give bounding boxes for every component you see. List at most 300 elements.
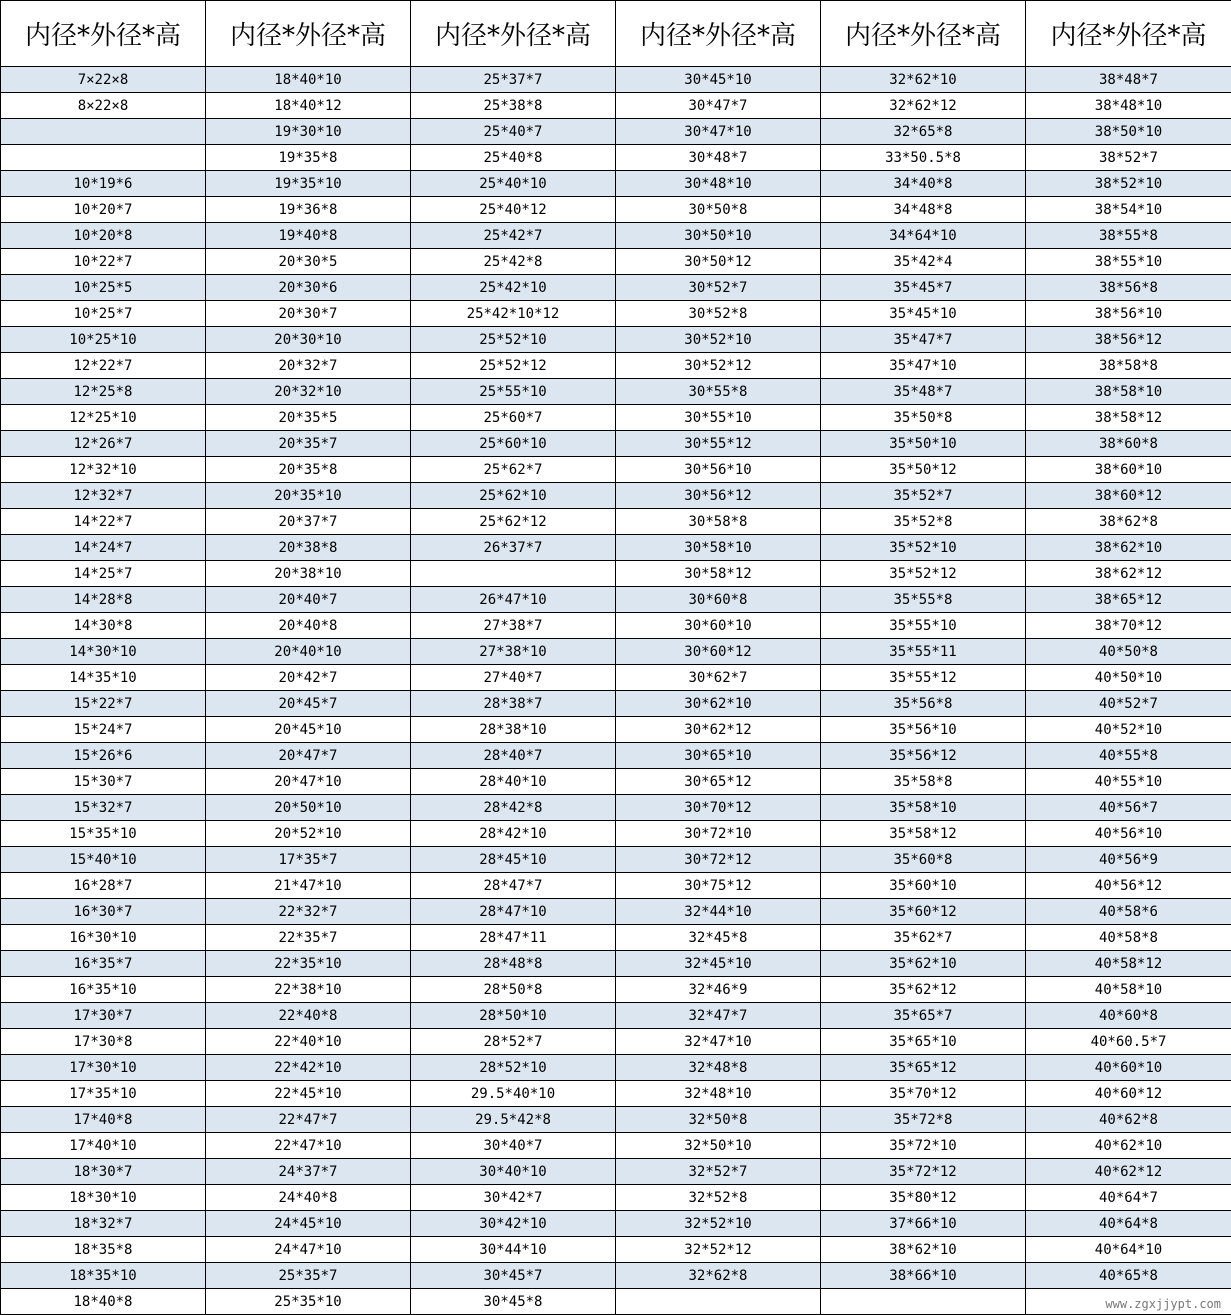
table-cell: 22*40*10 <box>206 1029 411 1055</box>
table-cell: 32*48*8 <box>616 1055 821 1081</box>
table-row <box>1 847 1231 873</box>
table-cell: 20*38*8 <box>206 535 411 561</box>
table-cell: 24*47*10 <box>206 1237 411 1263</box>
table-cell: 30*72*12 <box>616 847 821 873</box>
table-cell: 17*40*8 <box>1 1107 206 1133</box>
table-cell: 40*50*8 <box>1026 639 1231 665</box>
table-cell: 19*40*8 <box>206 223 411 249</box>
table-cell: 25*42*7 <box>411 223 616 249</box>
table-cell: 38*56*8 <box>1026 275 1231 301</box>
table-cell: 38*70*12 <box>1026 613 1231 639</box>
table-cell: 35*58*12 <box>821 821 1026 847</box>
table-cell: 40*62*10 <box>1026 1133 1231 1159</box>
table-cell: 30*45*10 <box>616 67 821 93</box>
table-cell: 30*60*10 <box>616 613 821 639</box>
table-row <box>1 1211 1231 1237</box>
table-cell: 40*65*8 <box>1026 1263 1231 1289</box>
table-cell: 29.5*40*10 <box>411 1081 616 1107</box>
table-row <box>1 743 1231 769</box>
table-cell: 22*38*10 <box>206 977 411 1003</box>
table-cell: 40*58*10 <box>1026 977 1231 1003</box>
table-cell: 19*35*10 <box>206 171 411 197</box>
table-cell: 38*48*7 <box>1026 67 1231 93</box>
table-cell: 38*62*10 <box>821 1237 1026 1263</box>
table-cell: 30*42*10 <box>411 1211 616 1237</box>
table-cell: 40*55*10 <box>1026 769 1231 795</box>
table-cell: 38*50*10 <box>1026 119 1231 145</box>
table-cell: 35*60*8 <box>821 847 1026 873</box>
table-cell: 22*42*10 <box>206 1055 411 1081</box>
table-cell: 35*55*10 <box>821 613 1026 639</box>
header-col-5: 内径*外径*高 <box>821 1 1026 67</box>
table-cell: 24*37*7 <box>206 1159 411 1185</box>
table-row <box>1 561 1231 587</box>
table-cell: 10*25*10 <box>1 327 206 353</box>
table-cell: 28*50*8 <box>411 977 616 1003</box>
table-cell: 40*60*10 <box>1026 1055 1231 1081</box>
table-cell: 27*38*7 <box>411 613 616 639</box>
table-cell: 12*22*7 <box>1 353 206 379</box>
table-cell: 30*48*7 <box>616 145 821 171</box>
table-cell: 32*50*10 <box>616 1133 821 1159</box>
table-cell: 33*50.5*8 <box>821 145 1026 171</box>
table-cell: 14*30*8 <box>1 613 206 639</box>
table-cell: 40*58*12 <box>1026 951 1231 977</box>
table-cell: 35*72*12 <box>821 1159 1026 1185</box>
table-cell: 30*65*10 <box>616 743 821 769</box>
table-cell: 32*47*10 <box>616 1029 821 1055</box>
table-cell: 12*26*7 <box>1 431 206 457</box>
table-cell: 18*35*8 <box>1 1237 206 1263</box>
table-cell: 15*40*10 <box>1 847 206 873</box>
table-row <box>1 1107 1231 1133</box>
table-cell: 38*48*10 <box>1026 93 1231 119</box>
table-cell: 20*35*10 <box>206 483 411 509</box>
table-row <box>1 509 1231 535</box>
table-cell: 30*40*7 <box>411 1133 616 1159</box>
table-row <box>1 587 1231 613</box>
table-cell: 35*70*12 <box>821 1081 1026 1107</box>
table-cell: 17*35*10 <box>1 1081 206 1107</box>
table-cell: 32*45*8 <box>616 925 821 951</box>
table-row <box>1 613 1231 639</box>
table-cell: 32*62*12 <box>821 93 1026 119</box>
header-row <box>1 1 1231 67</box>
table-cell: 28*38*7 <box>411 691 616 717</box>
table-cell: 35*47*7 <box>821 327 1026 353</box>
table-cell: 30*45*7 <box>411 1263 616 1289</box>
table-cell: 25*40*12 <box>411 197 616 223</box>
table-cell: 40*56*7 <box>1026 795 1231 821</box>
table-cell: 25*38*8 <box>411 93 616 119</box>
table-cell: 40*56*9 <box>1026 847 1231 873</box>
table-row <box>1 145 1231 171</box>
table-cell: 25*42*8 <box>411 249 616 275</box>
table-cell: 35*60*12 <box>821 899 1026 925</box>
table-cell: 16*30*7 <box>1 899 206 925</box>
table-cell: 25*62*7 <box>411 457 616 483</box>
table-cell: 20*40*10 <box>206 639 411 665</box>
table-cell: 28*47*11 <box>411 925 616 951</box>
table-cell: 20*47*10 <box>206 769 411 795</box>
table-cell: 38*54*10 <box>1026 197 1231 223</box>
table-cell: 24*40*8 <box>206 1185 411 1211</box>
table-cell: 32*44*10 <box>616 899 821 925</box>
table-cell: 30*50*10 <box>616 223 821 249</box>
table-row <box>1 1159 1231 1185</box>
table-header <box>1 1 1231 67</box>
table-cell: 28*42*8 <box>411 795 616 821</box>
table-cell: 22*47*10 <box>206 1133 411 1159</box>
table-cell: 18*35*10 <box>1 1263 206 1289</box>
table-cell: 17*40*10 <box>1 1133 206 1159</box>
table-cell: 38*60*12 <box>1026 483 1231 509</box>
table-cell: 30*60*8 <box>616 587 821 613</box>
table-cell: 19*36*8 <box>206 197 411 223</box>
table-cell: 18*32*7 <box>1 1211 206 1237</box>
table-cell: 8×22×8 <box>1 93 206 119</box>
table-cell: 35*62*10 <box>821 951 1026 977</box>
header-col-2: 内径*外径*高 <box>206 1 411 67</box>
table-cell: 17*30*8 <box>1 1029 206 1055</box>
table-cell: 22*40*8 <box>206 1003 411 1029</box>
table-cell <box>821 1289 1026 1315</box>
table-row <box>1 1133 1231 1159</box>
table-cell: 21*47*10 <box>206 873 411 899</box>
table-cell: 20*45*10 <box>206 717 411 743</box>
table-cell: 28*47*10 <box>411 899 616 925</box>
table-cell: 35*62*7 <box>821 925 1026 951</box>
table-cell: 27*40*7 <box>411 665 616 691</box>
header-col-3: 内径*外径*高 <box>411 1 616 67</box>
table-cell: 10*20*7 <box>1 197 206 223</box>
table-cell: 35*58*10 <box>821 795 1026 821</box>
table-cell: 38*56*12 <box>1026 327 1231 353</box>
table-row <box>1 1081 1231 1107</box>
table-cell: 35*50*8 <box>821 405 1026 431</box>
table-cell: 30*50*8 <box>616 197 821 223</box>
table-cell: 38*58*8 <box>1026 353 1231 379</box>
table-cell: 35*65*10 <box>821 1029 1026 1055</box>
table-row <box>1 483 1231 509</box>
table-cell: 20*32*10 <box>206 379 411 405</box>
table-cell: 28*52*7 <box>411 1029 616 1055</box>
table-cell: 15*24*7 <box>1 717 206 743</box>
table-cell: 30*40*10 <box>411 1159 616 1185</box>
table-cell: 30*55*12 <box>616 431 821 457</box>
table-cell: 19*35*8 <box>206 145 411 171</box>
table-cell: 20*45*7 <box>206 691 411 717</box>
table-cell: 34*48*8 <box>821 197 1026 223</box>
table-cell: 34*64*10 <box>821 223 1026 249</box>
table-cell: 40*64*10 <box>1026 1237 1231 1263</box>
table-cell: 20*37*7 <box>206 509 411 535</box>
table-cell: 32*52*8 <box>616 1185 821 1211</box>
table-cell: 38*52*7 <box>1026 145 1231 171</box>
table-cell: 28*52*10 <box>411 1055 616 1081</box>
table-cell: 10*19*6 <box>1 171 206 197</box>
table-cell: 20*47*7 <box>206 743 411 769</box>
table-cell: 35*47*10 <box>821 353 1026 379</box>
table-row <box>1 431 1231 457</box>
table-cell: 15*26*6 <box>1 743 206 769</box>
table-cell: 40*56*12 <box>1026 873 1231 899</box>
table-cell: 28*40*7 <box>411 743 616 769</box>
table-cell: 30*65*12 <box>616 769 821 795</box>
table-cell: 30*52*10 <box>616 327 821 353</box>
table-cell: 38*58*12 <box>1026 405 1231 431</box>
table-cell <box>411 561 616 587</box>
table-cell: 12*32*7 <box>1 483 206 509</box>
table-row <box>1 899 1231 925</box>
table-cell: 25*42*10 <box>411 275 616 301</box>
table-cell: 14*24*7 <box>1 535 206 561</box>
table-cell: 17*35*7 <box>206 847 411 873</box>
table-cell: 40*60*8 <box>1026 1003 1231 1029</box>
table-cell: 30*55*8 <box>616 379 821 405</box>
table-cell: 40*62*12 <box>1026 1159 1231 1185</box>
table-cell: 32*52*12 <box>616 1237 821 1263</box>
table-cell: 32*62*10 <box>821 67 1026 93</box>
watermark: www.zgxjjypt.com <box>1101 1297 1225 1311</box>
table-cell: 10*22*7 <box>1 249 206 275</box>
table-cell: 32*48*10 <box>616 1081 821 1107</box>
table-cell: 25*55*10 <box>411 379 616 405</box>
table-row <box>1 301 1231 327</box>
table-cell: 18*30*7 <box>1 1159 206 1185</box>
table-cell: 35*65*12 <box>821 1055 1026 1081</box>
table-cell: 25*37*7 <box>411 67 616 93</box>
table-cell: 35*52*10 <box>821 535 1026 561</box>
table-cell: 32*46*9 <box>616 977 821 1003</box>
table-row <box>1 1237 1231 1263</box>
header-col-4: 内径*外径*高 <box>616 1 821 67</box>
table-cell: 29.5*42*8 <box>411 1107 616 1133</box>
table-cell: 25*40*10 <box>411 171 616 197</box>
table-cell: 15*35*10 <box>1 821 206 847</box>
table-cell: 20*32*7 <box>206 353 411 379</box>
table-cell: 38*62*10 <box>1026 535 1231 561</box>
table-cell: 32*52*10 <box>616 1211 821 1237</box>
table-cell: 30*52*7 <box>616 275 821 301</box>
table-cell: 30*52*12 <box>616 353 821 379</box>
table-cell: 17*30*7 <box>1 1003 206 1029</box>
table-cell: 14*22*7 <box>1 509 206 535</box>
table-cell: 28*45*10 <box>411 847 616 873</box>
table-cell: 10*25*5 <box>1 275 206 301</box>
table-row <box>1 353 1231 379</box>
table-cell: 38*58*10 <box>1026 379 1231 405</box>
table-row <box>1 951 1231 977</box>
table-cell: 28*50*10 <box>411 1003 616 1029</box>
table-cell: 17*30*10 <box>1 1055 206 1081</box>
table-cell: 16*30*10 <box>1 925 206 951</box>
table-cell: 15*22*7 <box>1 691 206 717</box>
table-cell: 20*35*7 <box>206 431 411 457</box>
table-cell: 35*52*12 <box>821 561 1026 587</box>
table-cell: 12*25*8 <box>1 379 206 405</box>
table-cell: 28*48*8 <box>411 951 616 977</box>
table-cell: 35*65*7 <box>821 1003 1026 1029</box>
table-cell: 35*50*12 <box>821 457 1026 483</box>
table-row <box>1 1185 1231 1211</box>
table-cell: 38*62*8 <box>1026 509 1231 535</box>
table-row <box>1 1289 1231 1315</box>
table-cell: 20*35*5 <box>206 405 411 431</box>
table-cell: 25*35*10 <box>206 1289 411 1315</box>
table-cell: 30*50*12 <box>616 249 821 275</box>
table-cell: 10*25*7 <box>1 301 206 327</box>
table-cell: 38*55*8 <box>1026 223 1231 249</box>
table-cell: 30*55*10 <box>616 405 821 431</box>
table-cell: 20*40*7 <box>206 587 411 613</box>
table-cell: 10*20*8 <box>1 223 206 249</box>
header-col-1: 内径*外径*高 <box>1 1 206 67</box>
table-cell: 40*64*8 <box>1026 1211 1231 1237</box>
table-cell: 20*30*10 <box>206 327 411 353</box>
table-cell: 34*40*8 <box>821 171 1026 197</box>
table-cell: 30*60*12 <box>616 639 821 665</box>
table-cell: 20*35*8 <box>206 457 411 483</box>
table-cell: 25*52*10 <box>411 327 616 353</box>
table-row <box>1 379 1231 405</box>
table-row <box>1 327 1231 353</box>
table-row <box>1 821 1231 847</box>
table-cell: 20*52*10 <box>206 821 411 847</box>
table-row <box>1 769 1231 795</box>
table-cell: 38*56*10 <box>1026 301 1231 327</box>
table-cell: 28*42*10 <box>411 821 616 847</box>
table-cell: 26*37*7 <box>411 535 616 561</box>
table-cell: 40*52*10 <box>1026 717 1231 743</box>
table-cell: 20*30*7 <box>206 301 411 327</box>
table-cell: 35*56*8 <box>821 691 1026 717</box>
table-cell: 16*28*7 <box>1 873 206 899</box>
table-row <box>1 873 1231 899</box>
table-cell: 30*75*12 <box>616 873 821 899</box>
table-cell: 30*70*12 <box>616 795 821 821</box>
table-cell: 35*62*12 <box>821 977 1026 1003</box>
table-cell: 35*56*12 <box>821 743 1026 769</box>
table-cell: 35*60*10 <box>821 873 1026 899</box>
table-row <box>1 535 1231 561</box>
table-cell: 35*55*12 <box>821 665 1026 691</box>
table-cell: 15*30*7 <box>1 769 206 795</box>
table-cell: 30*72*10 <box>616 821 821 847</box>
table-cell: 32*65*8 <box>821 119 1026 145</box>
table-row <box>1 1263 1231 1289</box>
table-row <box>1 405 1231 431</box>
table-cell: 25*40*8 <box>411 145 616 171</box>
table-cell: 35*80*12 <box>821 1185 1026 1211</box>
table-row <box>1 691 1231 717</box>
table-cell: 22*47*7 <box>206 1107 411 1133</box>
table-cell: 22*35*10 <box>206 951 411 977</box>
header-col-6: 内径*外径*高 <box>1026 1 1231 67</box>
table-row <box>1 1029 1231 1055</box>
table-cell: 40*50*10 <box>1026 665 1231 691</box>
table-cell: 35*42*4 <box>821 249 1026 275</box>
table-cell: 30*44*10 <box>411 1237 616 1263</box>
table-cell: 30*47*10 <box>616 119 821 145</box>
table-row <box>1 275 1231 301</box>
table-cell: 35*72*8 <box>821 1107 1026 1133</box>
table-cell: 32*62*8 <box>616 1263 821 1289</box>
table-row <box>1 93 1231 119</box>
table-cell: 22*45*10 <box>206 1081 411 1107</box>
table-cell: 14*28*8 <box>1 587 206 613</box>
table-cell: 40*58*6 <box>1026 899 1231 925</box>
table-row <box>1 197 1231 223</box>
table-cell: 25*35*7 <box>206 1263 411 1289</box>
table-row <box>1 67 1231 93</box>
table-cell: 38*52*10 <box>1026 171 1231 197</box>
table-cell: 20*38*10 <box>206 561 411 587</box>
table-cell: 30*58*8 <box>616 509 821 535</box>
table-cell: 32*45*10 <box>616 951 821 977</box>
table-cell: 40*52*7 <box>1026 691 1231 717</box>
table-cell: 35*72*10 <box>821 1133 1026 1159</box>
table-cell: 15*32*7 <box>1 795 206 821</box>
table-cell: 35*52*7 <box>821 483 1026 509</box>
table-cell: 7×22×8 <box>1 67 206 93</box>
table-cell: 19*30*10 <box>206 119 411 145</box>
table-cell <box>1 119 206 145</box>
table-cell: 30*62*7 <box>616 665 821 691</box>
table-cell: 12*25*10 <box>1 405 206 431</box>
table-cell: 40*60.5*7 <box>1026 1029 1231 1055</box>
table-cell: 37*66*10 <box>821 1211 1026 1237</box>
table-cell: 20*30*5 <box>206 249 411 275</box>
table-cell: 35*48*7 <box>821 379 1026 405</box>
table-cell: 25*62*12 <box>411 509 616 535</box>
table-cell: 25*52*12 <box>411 353 616 379</box>
table-cell: 30*56*10 <box>616 457 821 483</box>
table-cell: 40*58*8 <box>1026 925 1231 951</box>
table-cell: 30*62*12 <box>616 717 821 743</box>
table-cell: 38*62*12 <box>1026 561 1231 587</box>
table-cell: 30*58*12 <box>616 561 821 587</box>
table-cell: 38*60*8 <box>1026 431 1231 457</box>
table-cell: 18*40*10 <box>206 67 411 93</box>
table-row <box>1 223 1231 249</box>
table-cell: 16*35*7 <box>1 951 206 977</box>
table-cell: 30*58*10 <box>616 535 821 561</box>
table-cell: 35*45*7 <box>821 275 1026 301</box>
table-cell: 32*47*7 <box>616 1003 821 1029</box>
table-cell: 12*32*10 <box>1 457 206 483</box>
table-cell: 40*55*8 <box>1026 743 1231 769</box>
table-cell: 25*62*10 <box>411 483 616 509</box>
table-cell: 26*47*10 <box>411 587 616 613</box>
table-cell: 35*45*10 <box>821 301 1026 327</box>
table-row <box>1 249 1231 275</box>
table-cell: 40*64*7 <box>1026 1185 1231 1211</box>
table-cell: 25*40*7 <box>411 119 616 145</box>
table-row <box>1 1003 1231 1029</box>
table-row <box>1 119 1231 145</box>
table-cell: 40*62*8 <box>1026 1107 1231 1133</box>
table-cell: 38*60*10 <box>1026 457 1231 483</box>
table-cell: 22*32*7 <box>206 899 411 925</box>
table-cell: 28*47*7 <box>411 873 616 899</box>
table-cell: 35*58*8 <box>821 769 1026 795</box>
table-cell: 35*55*11 <box>821 639 1026 665</box>
table-row <box>1 717 1231 743</box>
table-cell: 30*52*8 <box>616 301 821 327</box>
table-row <box>1 977 1231 1003</box>
table-cell: 40*60*12 <box>1026 1081 1231 1107</box>
